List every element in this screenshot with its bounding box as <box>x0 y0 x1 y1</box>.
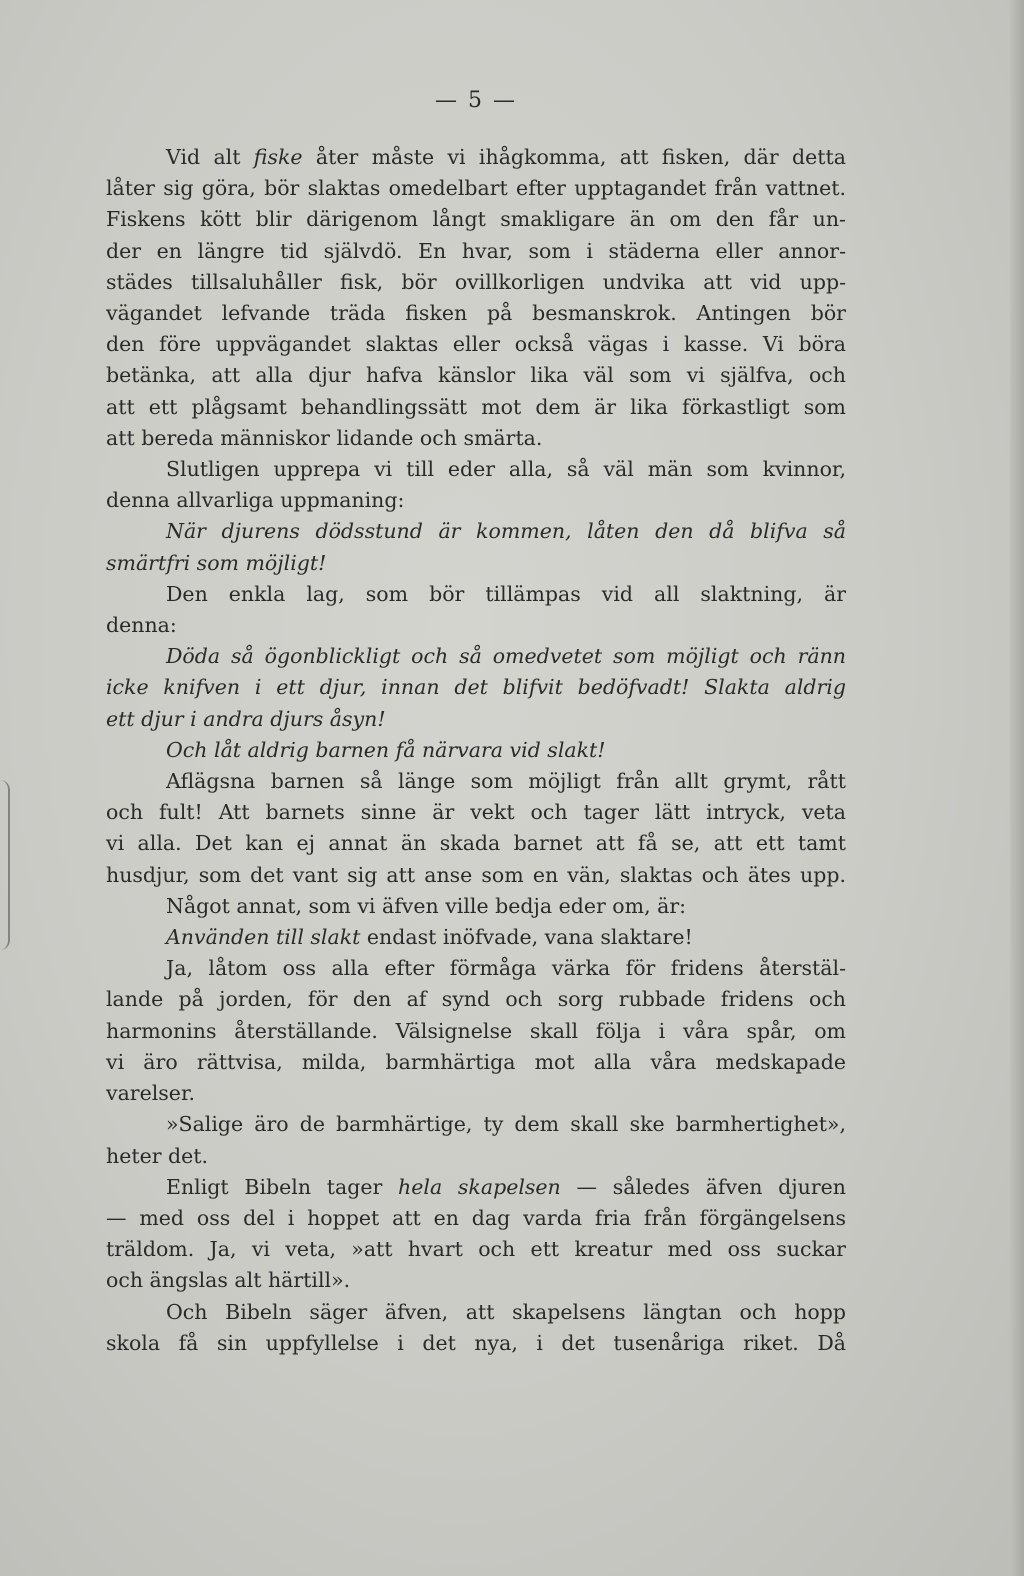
text-line <box>106 860 846 891</box>
italic-text: ett djur i andra djurs åsyn! <box>106 706 386 731</box>
text-segment: den före uppvägandet slaktas eller också vägas i kasse. Vi böra <box>106 332 846 357</box>
page-edge <box>1010 0 1024 1576</box>
text-segment: Slutligen upprepa vi till eder alla, så väl män som kvinnor, <box>166 457 846 482</box>
text-line <box>106 360 846 391</box>
text-line <box>106 1109 846 1140</box>
text-line <box>106 204 846 235</box>
text-line <box>106 298 846 329</box>
text-line <box>106 797 846 828</box>
text-segment: låter sig göra, bör slaktas omedelbart efter upptagandet från vattnet. <box>106 176 846 201</box>
text-line <box>106 1016 846 1047</box>
text-line <box>106 329 846 360</box>
text-segment: Och Bibeln säger äfven, att skapelsens längtan och hopp <box>166 1299 846 1324</box>
text-segment: Vid alt <box>166 145 254 169</box>
text-line <box>106 392 846 423</box>
text-segment: betänka, att alla djur hafva känslor lika väl som vi själfva, och <box>106 363 846 388</box>
body-text <box>106 142 846 1359</box>
text-line <box>106 423 846 454</box>
text-segment: skola få sin uppfyllelse i det nya, i det tusenåriga riket. Då <box>106 1330 846 1355</box>
text-segment: att ett plågsamt behandlingssätt mot dem är lika förkastligt som <box>106 394 846 419</box>
italic-text: Döda så ögonblickligt och så omedvetet som möjligt och ränn <box>166 644 846 669</box>
italic-text: smärtfri som möjligt! <box>106 550 327 575</box>
binding-shadow <box>0 780 10 950</box>
text-segment: Aflägsna barnen så länge som möjligt från allt grymt, rått <box>166 769 846 794</box>
text-line <box>106 1172 846 1203</box>
text-line <box>106 142 846 173</box>
text-segment: varelser. <box>106 1081 196 1106</box>
text-line <box>106 984 846 1015</box>
text-line <box>106 828 846 859</box>
text-segment: Den enkla lag, som bör tillämpas vid all slaktning, är <box>166 581 846 606</box>
text-segment: vi alla. Det kan ej annat än skada barnet att få se, att ett tamt <box>106 831 846 856</box>
text-segment: åter måste vi ihågkomma, att fisken, där detta <box>302 145 846 169</box>
text-line <box>106 485 846 516</box>
text-line <box>106 1297 846 1328</box>
text-line <box>106 891 846 922</box>
text-segment: denna allvarliga uppmaning: <box>106 488 405 513</box>
text-line <box>106 922 846 953</box>
text-segment: denna: <box>106 613 177 638</box>
text-line <box>106 548 846 579</box>
text-line <box>106 173 846 204</box>
italic-text: fiske <box>253 145 303 169</box>
text-line <box>106 735 846 766</box>
text-segment: heter det. <box>106 1143 209 1168</box>
text-line <box>106 236 846 267</box>
text-segment: och fult! Att barnets sinne är vekt och tager lätt intryck, veta <box>106 800 846 825</box>
italic-text: Använden till slakt <box>166 925 361 950</box>
text-line <box>106 267 846 298</box>
text-line <box>106 1234 846 1265</box>
text-segment: Fiskens kött blir därigenom långt smakligare än om den får un- <box>106 207 846 232</box>
text-segment: endast inöfvade, vana slaktare! <box>360 925 693 950</box>
text-segment: att bereda människor lidande och smärta. <box>106 425 543 450</box>
text-segment: husdjur, som det vant sig att anse som en vän, slaktas och ätes upp. <box>106 862 846 887</box>
text-segment: Något annat, som vi äfven ville bedja eder om, är: <box>166 893 687 918</box>
text-line <box>106 953 846 984</box>
text-line <box>106 704 846 735</box>
text-segment: och ängslas alt härtill». <box>106 1268 351 1293</box>
text-segment: »Salige äro de barmhärtige, ty dem skall ske barmhertighet», <box>166 1112 846 1137</box>
text-segment: lande på jorden, för den af synd och sorg rubbade fridens och <box>106 987 846 1012</box>
text-segment: — med oss del i hoppet att en dag varda fria från förgängelsens <box>106 1205 846 1230</box>
page-number: — 5 — <box>435 88 517 113</box>
text-line <box>106 1078 846 1109</box>
italic-text: icke knifven i ett djur, innan det blifvit bedöfvadt! Slakta aldrig <box>106 675 846 700</box>
text-segment: vi äro rättvisa, milda, barmhärtiga mot alla våra medskapade <box>106 1049 846 1074</box>
text-line <box>106 641 846 672</box>
text-line <box>106 610 846 641</box>
text-line <box>106 454 846 485</box>
text-line <box>106 579 846 610</box>
text-line <box>106 516 846 547</box>
italic-text: hela skapelsen <box>398 1174 561 1199</box>
text-segment: Enligt Bibeln tager <box>166 1174 399 1199</box>
text-segment: träldom. Ja, vi veta, »att hvart och ett kreatur med oss suckar <box>106 1237 846 1262</box>
text-line <box>106 1265 846 1296</box>
text-segment: — således äfven djuren <box>560 1174 846 1199</box>
text-segment: harmonins återställande. Välsignelse skall följa i våra spår, om <box>106 1018 846 1043</box>
text-line <box>106 1047 846 1078</box>
italic-text: När djurens dödsstund är kommen, låten den då blifva så <box>166 519 846 544</box>
text-line <box>106 1141 846 1172</box>
text-line <box>106 1203 846 1234</box>
italic-text: Och låt aldrig barnen få närvara vid slakt! <box>166 737 606 762</box>
text-segment: vägandet lefvande träda fisken på besmanskrok. Antingen bör <box>106 301 846 326</box>
text-line <box>106 1328 846 1359</box>
text-segment: Ja, låtom oss alla efter förmåga värka för fridens återstäl- <box>166 956 846 981</box>
text-line <box>106 766 846 797</box>
text-segment: städes tillsaluhåller fisk, bör ovillkorligen undvika att vid upp- <box>106 269 846 294</box>
text-segment: der en längre tid självdö. En hvar, som i städerna eller annor- <box>106 238 846 263</box>
text-line <box>106 672 846 703</box>
